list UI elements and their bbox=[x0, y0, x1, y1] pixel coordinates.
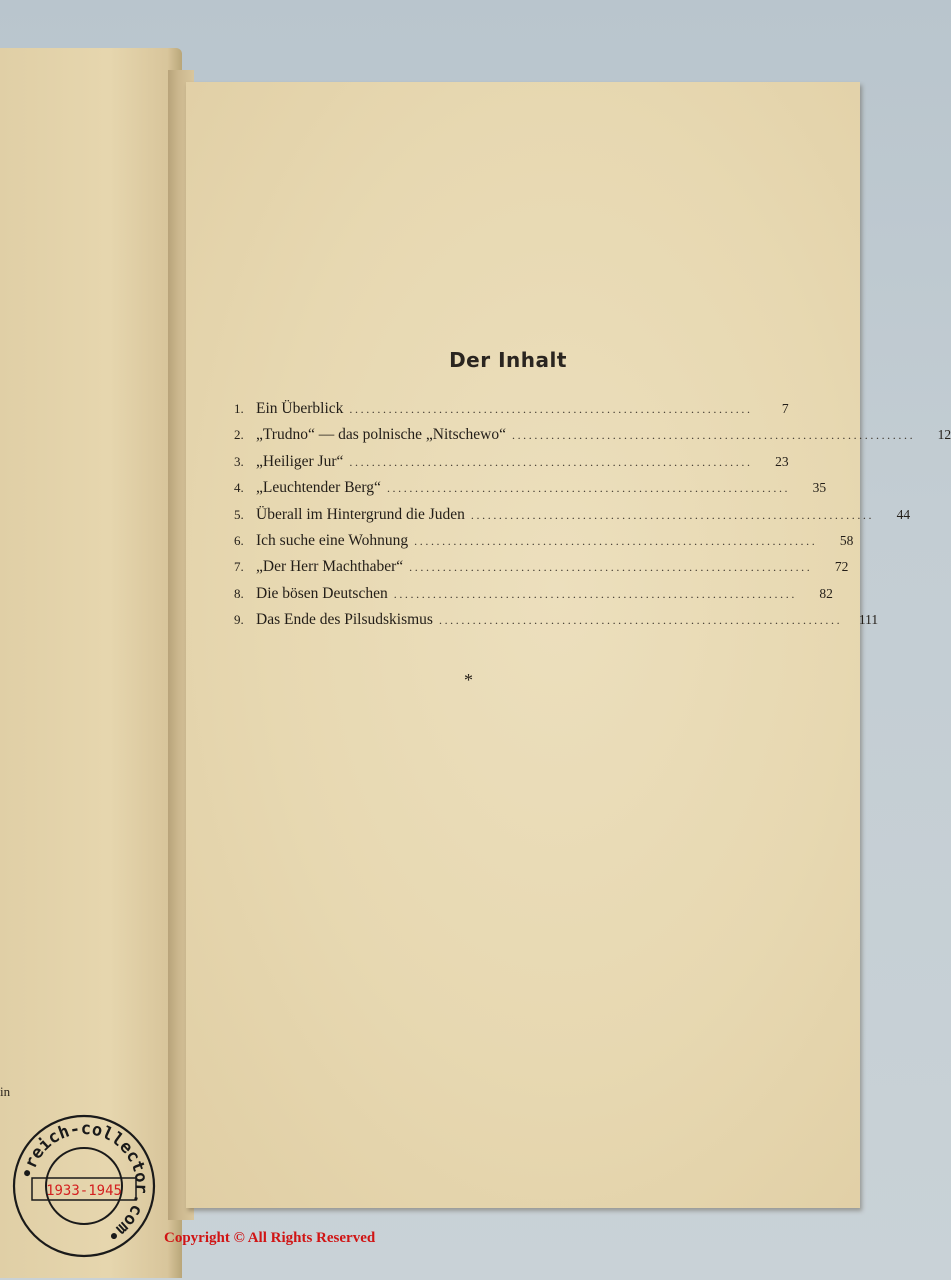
asterisk-ornament: * bbox=[464, 670, 473, 690]
dot-leader: ........................................................................ bbox=[414, 533, 818, 548]
toc-entry-page: 111 bbox=[858, 612, 879, 628]
toc-entry-page: 58 bbox=[839, 532, 854, 548]
toc-entry bbox=[234, 426, 951, 452]
dot-leader: ........................................................................ bbox=[470, 507, 875, 522]
toc-entry-number: 8. bbox=[234, 585, 244, 601]
toc-entry-number: 7. bbox=[234, 559, 244, 575]
dot-leader: ........................................................................ bbox=[349, 402, 753, 416]
dot-leader: ........................................................................ bbox=[409, 560, 813, 575]
dot-leader: ........................................................................ bbox=[386, 481, 791, 496]
stamp-years: 1933-1945 bbox=[46, 1183, 122, 1199]
dot-leader: ........................................................................ bbox=[438, 613, 843, 628]
toc-entry bbox=[234, 505, 911, 532]
toc-entry-page: 12 bbox=[937, 427, 951, 443]
stamp-text: •reich-collector.com• bbox=[17, 1118, 152, 1247]
right-page bbox=[186, 82, 951, 1208]
left-page-text-fragment: in bbox=[0, 1084, 11, 1099]
toc-entry bbox=[234, 558, 849, 584]
toc-entry-title: „Leuchtender Berg“ bbox=[256, 479, 381, 497]
toc-entry bbox=[234, 452, 789, 479]
toc-entry bbox=[234, 400, 789, 426]
toc-entry-number: 9. bbox=[234, 612, 244, 628]
toc-entry-title: „Trudno“ — das polnische „Nitschewo“ bbox=[256, 426, 506, 444]
toc-entry-page: 7 bbox=[781, 401, 789, 416]
toc-entry-title: Ein Überblick bbox=[256, 400, 344, 417]
toc-entry bbox=[234, 611, 879, 637]
table-of-contents bbox=[234, 400, 951, 638]
toc-entry-title: „Heiliger Jur“ bbox=[256, 452, 344, 470]
toc-entry-number: 3. bbox=[234, 453, 244, 469]
dot-leader: ........................................................................ bbox=[349, 454, 753, 469]
toc-entry-page: 82 bbox=[819, 585, 833, 601]
toc-entry bbox=[234, 584, 833, 611]
toc-entry-number: 5. bbox=[234, 506, 244, 522]
left-page bbox=[0, 48, 182, 1278]
toc-entry-number: 1. bbox=[234, 401, 244, 416]
toc-entry-title: „Der Herr Machthaber“ bbox=[256, 558, 404, 576]
toc-entry bbox=[234, 479, 827, 505]
toc-entry-page: 23 bbox=[775, 453, 789, 469]
toc-title: Der Inhalt bbox=[449, 348, 567, 372]
toc-entry-title: Überall im Hintergrund die Juden bbox=[256, 505, 465, 523]
watermark-stamp-icon bbox=[10, 1112, 158, 1260]
toc-entry-title: Das Ende des Pilsudskismus bbox=[256, 611, 433, 629]
toc-entry-title: Ich suche eine Wohnung bbox=[256, 531, 409, 549]
toc-entry-number: 2. bbox=[234, 427, 244, 443]
dot-leader: ........................................................................ bbox=[393, 586, 797, 601]
toc-entry-page: 72 bbox=[834, 559, 849, 575]
toc-entry-page: 44 bbox=[896, 506, 911, 522]
copyright-notice: Copyright © All Rights Reserved bbox=[164, 1230, 376, 1246]
dot-leader: ........................................................................ bbox=[511, 428, 916, 443]
toc-entry-number: 4. bbox=[234, 480, 244, 496]
toc-entry-page: 35 bbox=[812, 480, 827, 496]
toc-entry-number: 6. bbox=[234, 532, 244, 548]
toc-entry-title: Die bösen Deutschen bbox=[256, 584, 388, 602]
toc-entry bbox=[234, 531, 854, 558]
